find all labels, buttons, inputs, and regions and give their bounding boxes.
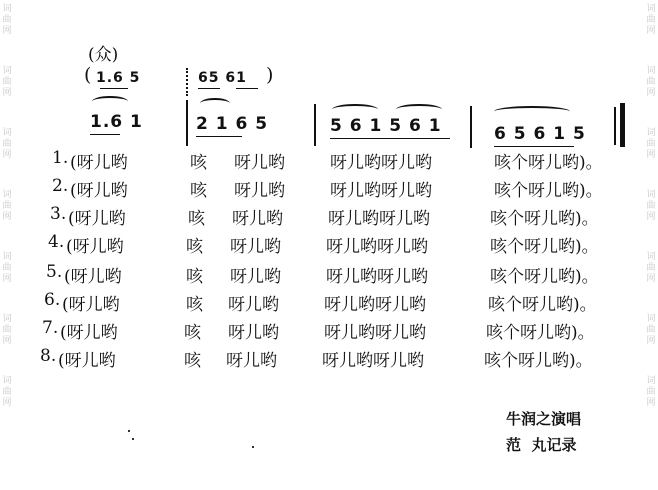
melody-measure-4: 6 5 6 1 5	[494, 124, 586, 144]
verse-lyric: 呀儿哟	[232, 209, 283, 229]
verse-lyric: 咳个呀儿哟)。	[490, 267, 599, 287]
verse-lyric: 咳个呀儿哟)。	[488, 295, 597, 315]
verse-lyric: 咳	[186, 267, 203, 287]
verse-lyric: (呀儿哟	[58, 351, 116, 371]
verse-line	[0, 262, 658, 290]
watermark-text: 词曲网	[2, 4, 12, 36]
watermark-text: 词曲网	[646, 252, 656, 284]
verse-lyric: 咳个呀儿哟)。	[486, 323, 595, 343]
verse-lyric: 咳	[186, 295, 203, 315]
intro-measure-1-notes: 1.6 5	[96, 70, 141, 86]
intro-barline	[186, 68, 188, 96]
verse-number: 8.	[40, 346, 57, 366]
rhythm-underline	[90, 134, 120, 135]
verse-lyric: 咳	[188, 209, 205, 229]
watermark-text: 词曲网	[646, 128, 656, 160]
verse-lyric: 呀儿哟	[230, 267, 281, 287]
verse-lyric: 咳	[186, 237, 203, 257]
verse-lyric: (呀儿哟	[60, 323, 118, 343]
intro-measure-2-notes: 65 61	[198, 70, 247, 86]
verse-number: 7.	[42, 318, 59, 338]
scan-speck	[252, 446, 254, 448]
slur-mark	[92, 96, 128, 107]
verse-number: 3.	[50, 204, 67, 224]
watermark-text: 词曲网	[646, 190, 656, 222]
final-barline-thin	[614, 107, 616, 145]
recorder-credit: 范 丸记录	[506, 436, 577, 454]
verse-lyric: 咳个呀儿哟)。	[490, 209, 599, 229]
watermark-text: 词曲网	[2, 376, 12, 408]
melody-measure-3: 5 6 1 5 6 1	[330, 116, 442, 136]
verse-line	[0, 232, 658, 260]
watermark-text: 词曲网	[646, 376, 656, 408]
barline	[186, 100, 188, 146]
verse-lyric: 呀儿哟呀儿哟	[330, 153, 432, 173]
verse-lyric: (呀儿哟	[70, 181, 128, 201]
verse-lyric: 呀儿哟	[234, 181, 285, 201]
verse-lyric: (呀儿哟	[66, 237, 124, 257]
verse-line	[0, 204, 658, 232]
watermark-text: 词曲网	[646, 4, 656, 36]
verse-line	[0, 148, 658, 176]
verse-line	[0, 346, 658, 374]
verse-number: 6.	[44, 290, 61, 310]
watermark-text: 词曲网	[2, 190, 12, 222]
scan-speck	[132, 438, 134, 440]
slur-mark	[396, 104, 442, 115]
rhythm-underline	[330, 138, 450, 139]
intro-open-paren: (	[84, 64, 92, 86]
verse-lyric: 咳个呀儿哟)。	[494, 181, 603, 201]
intro-close-paren: )	[266, 64, 274, 86]
watermark-text: 词曲网	[2, 128, 12, 160]
verse-number: 5.	[46, 262, 63, 282]
part-label: (众)	[88, 45, 119, 65]
watermark-text: 词曲网	[2, 314, 12, 346]
verse-lyric: 咳	[184, 351, 201, 371]
verse-number: 2.	[52, 176, 69, 196]
singer-credit: 牛润之演唱	[506, 410, 582, 428]
verse-line	[0, 176, 658, 204]
slur-mark	[200, 98, 230, 109]
melody-measure-2: 2 1 6 5	[196, 114, 269, 134]
verse-lyric: (呀儿哟	[68, 209, 126, 229]
verse-lyric: 呀儿哟	[226, 351, 277, 371]
verse-lyric: 呀儿哟呀儿哟	[322, 351, 424, 371]
verse-lyric: 咳	[190, 153, 207, 173]
scan-speck	[128, 430, 130, 432]
verse-lyric: 咳	[190, 181, 207, 201]
verse-lyric: 呀儿哟	[234, 153, 285, 173]
verse-lyric: 呀儿哟	[228, 295, 279, 315]
verse-lyric: (呀儿哟	[70, 153, 128, 173]
verse-lyric: 呀儿哟呀儿哟	[326, 237, 428, 257]
intro-underline	[236, 88, 258, 89]
verse-lyric: 呀儿哟呀儿哟	[324, 295, 426, 315]
verse-lyric: (呀儿哟	[62, 295, 120, 315]
slur-mark	[494, 106, 570, 117]
verse-lyric: 呀儿哟呀儿哟	[330, 181, 432, 201]
watermark-text: 词曲网	[2, 66, 12, 98]
verse-lyric: 呀儿哟	[230, 237, 281, 257]
verse-lyric: 呀儿哟呀儿哟	[328, 209, 430, 229]
rhythm-underline	[494, 146, 574, 147]
verse-lyric: 呀儿哟	[228, 323, 279, 343]
slur-mark	[332, 104, 378, 115]
watermark-text: 词曲网	[646, 66, 656, 98]
verse-line	[0, 318, 658, 346]
rhythm-underline	[196, 136, 242, 137]
verse-lyric: 呀儿哟呀儿哟	[326, 267, 428, 287]
intro-underline	[198, 88, 220, 89]
verse-lyric: 咳	[184, 323, 201, 343]
final-barline-thick	[620, 103, 625, 147]
verse-lyric: (呀儿哟	[64, 267, 122, 287]
verse-number: 1.	[52, 148, 69, 168]
verse-lyric: 咳个呀儿哟)。	[490, 237, 599, 257]
verse-lyric: 呀儿哟呀儿哟	[324, 323, 426, 343]
verse-lyric: 咳个呀儿哟)。	[494, 153, 603, 173]
verse-lyric: 咳个呀儿哟)。	[484, 351, 593, 371]
barline	[314, 104, 316, 146]
melody-measure-1: 1.6 1	[90, 112, 143, 132]
intro-underline	[100, 88, 128, 89]
barline	[470, 106, 472, 148]
watermark-text: 词曲网	[646, 314, 656, 346]
watermark-text: 词曲网	[2, 252, 12, 284]
verse-line	[0, 290, 658, 318]
verse-number: 4.	[48, 232, 65, 252]
